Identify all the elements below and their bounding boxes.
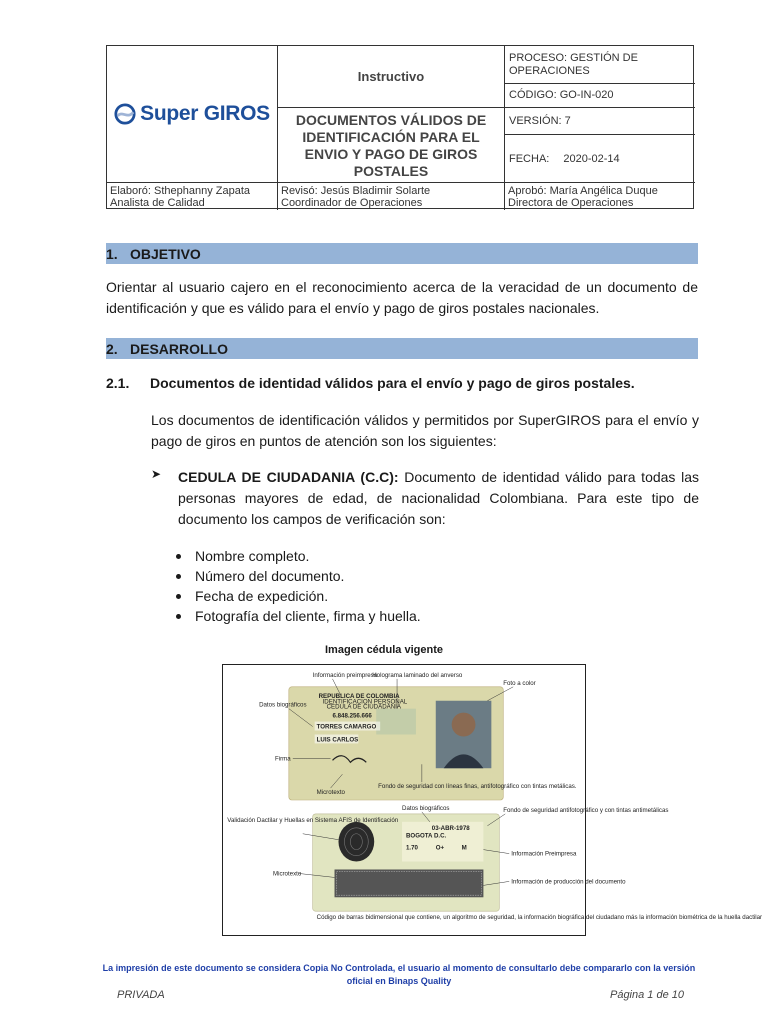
cedula-item bbox=[151, 467, 699, 530]
list-item: Número del documento. bbox=[176, 566, 421, 586]
classification-label: PRIVADA bbox=[117, 989, 165, 1001]
cedula-description: Documento de identidad válido para todas las personas mayores de edad, de nacionalidad Colombiana. Para este tipo de documento los campos de verificación son: bbox=[178, 469, 699, 527]
process-field: PROCESO: GESTIÓN DE OPERACIONES bbox=[505, 46, 695, 84]
title-cell bbox=[278, 46, 505, 183]
pdf417-barcode bbox=[335, 869, 484, 897]
hologram bbox=[376, 709, 416, 735]
section-objetivo-heading bbox=[106, 243, 698, 264]
back-sex: M bbox=[461, 844, 467, 852]
date-field bbox=[505, 135, 695, 183]
label-fondo: Fondo de seguridad con líneas finas, antifotográfico con tintas metálicas. bbox=[378, 783, 577, 791]
photo-face bbox=[452, 713, 476, 737]
back-blood: O+ bbox=[435, 844, 445, 852]
subsection-title: Documentos de identidad válidos para el envío y pago de giros postales. bbox=[150, 375, 635, 391]
doc-title: DOCUMENTOS VÁLIDOS DE IDENTIFICACIÓN PARA EL ENVIO Y PAGO DE GIROS POSTALES bbox=[295, 111, 487, 179]
label-validacion: Validación Dactilar y Huellas en Sistema AFIS de Identificación bbox=[227, 816, 399, 824]
elaborated-by: Elaboró: Sthephanny Zapata bbox=[110, 184, 251, 197]
label-firma: Firma bbox=[274, 755, 291, 763]
date-label: FECHA: bbox=[509, 152, 550, 165]
list-item: Nombre completo. bbox=[176, 546, 421, 566]
card-doc: IDENTIFICACION PERSONAL bbox=[322, 698, 408, 706]
code-field: CÓDIGO: GO-IN-020 bbox=[505, 84, 695, 108]
label-back-info-preimpresa: Información Preimpresa bbox=[511, 850, 577, 858]
label-codigo-barras: Código de barras bidimensional que contiene, un algoritmo de seguridad, la información biográfica del ciudadano más la información biométrica de la huella dactilar bbox=[316, 914, 763, 922]
reviewed-cell bbox=[278, 183, 505, 210]
page-number: Página 1 de 10 bbox=[609, 989, 684, 1001]
subsection-heading bbox=[106, 375, 635, 391]
elaborated-role: Analista de Calidad bbox=[110, 196, 205, 209]
id-card-illustration bbox=[223, 665, 763, 935]
cedula-label: CEDULA DE CIUDADANIA (C.C): bbox=[178, 469, 399, 485]
metadata-cell bbox=[505, 46, 695, 183]
reviewed-role: Coordinador de Operaciones bbox=[281, 196, 423, 209]
section-desarrollo-heading bbox=[106, 338, 698, 359]
subsection-number: 2.1. bbox=[106, 375, 130, 391]
objetivo-paragraph: Orientar al usuario cajero en el reconocimiento acerca de la veracidad de un documento de identificación y que es válido para el envío y pago de giros postales nacionales. bbox=[106, 279, 698, 316]
label-back-fondo: Fondo de seguridad antifotográfico y con tintas antimetálicas bbox=[503, 806, 669, 814]
list-item: Fotografía del cliente, firma y huella. bbox=[176, 606, 421, 626]
logo-text-rest: GIROS bbox=[203, 102, 270, 125]
back-city: BOGOTA D.C. bbox=[405, 832, 447, 840]
document-header-table bbox=[106, 45, 694, 209]
section-number: 1. bbox=[106, 245, 118, 262]
uncontrolled-copy-notice: La impresión de este documento se considera Copia No Controlada, el usuario al momento de consultarlo debe compararlo con la versión oficial en Binaps Quality bbox=[102, 963, 696, 986]
card-number: 6.848.256.666 bbox=[332, 712, 372, 720]
version-field: VERSIÓN: 7 bbox=[505, 108, 695, 135]
section-title: DESARROLLO bbox=[130, 340, 228, 357]
label-info-preimpresa: Información preimpresa bbox=[312, 671, 378, 679]
verification-fields-list bbox=[176, 546, 421, 626]
reviewed-by: Revisó: Jesús Bladimir Solarte bbox=[281, 184, 431, 197]
back-height: 1.70 bbox=[405, 844, 418, 852]
label-back-datos-bio: Datos biográficos bbox=[402, 804, 450, 812]
card-country: REPUBLICA DE COLOMBIA bbox=[318, 692, 400, 700]
logo-cell bbox=[107, 46, 278, 183]
section-number: 2. bbox=[106, 340, 118, 357]
label-datos-bio: Datos biográficos bbox=[259, 701, 307, 709]
date-value: 2020-02-14 bbox=[563, 152, 620, 165]
approved-cell bbox=[505, 183, 695, 210]
id-card-figure bbox=[222, 664, 763, 936]
supergiros-logo bbox=[114, 102, 270, 126]
label-microtexto: Microtexto bbox=[316, 789, 345, 797]
card-name: LUIS CARLOS bbox=[316, 736, 359, 744]
approved-role: Directora de Operaciones bbox=[508, 196, 634, 209]
label-back-microtexto: Microtexto bbox=[272, 870, 302, 878]
elaborated-cell bbox=[107, 183, 278, 210]
label-holograma: Holograma laminado del anverso bbox=[372, 671, 463, 679]
intro-paragraph: Los documentos de identificación válidos y permitidos por SuperGIROS para el envío y pago de giros en puntos de atención son los siguientes: bbox=[151, 412, 699, 449]
doc-type: Instructivo bbox=[278, 46, 504, 108]
image-caption: Imagen cédula vigente bbox=[325, 644, 443, 656]
label-foto: Foto a color bbox=[503, 679, 536, 687]
approved-by: Aprobó: María Angélica Duque bbox=[508, 184, 658, 197]
label-info-produccion: Información de producción del documento bbox=[511, 878, 626, 886]
section-title: OBJETIVO bbox=[130, 245, 201, 262]
card-doc2: CEDULA DE CIUDADANIA bbox=[326, 703, 401, 711]
back-date: 03-ABR-1978 bbox=[431, 824, 470, 832]
logo-text-bold: Super bbox=[140, 102, 199, 125]
arrow-bullet-icon: ➤ bbox=[151, 467, 162, 481]
list-item: Fecha de expedición. bbox=[176, 586, 421, 606]
card-surname: TORRES CAMARGO bbox=[316, 723, 377, 731]
logo-mark-icon bbox=[114, 103, 136, 125]
